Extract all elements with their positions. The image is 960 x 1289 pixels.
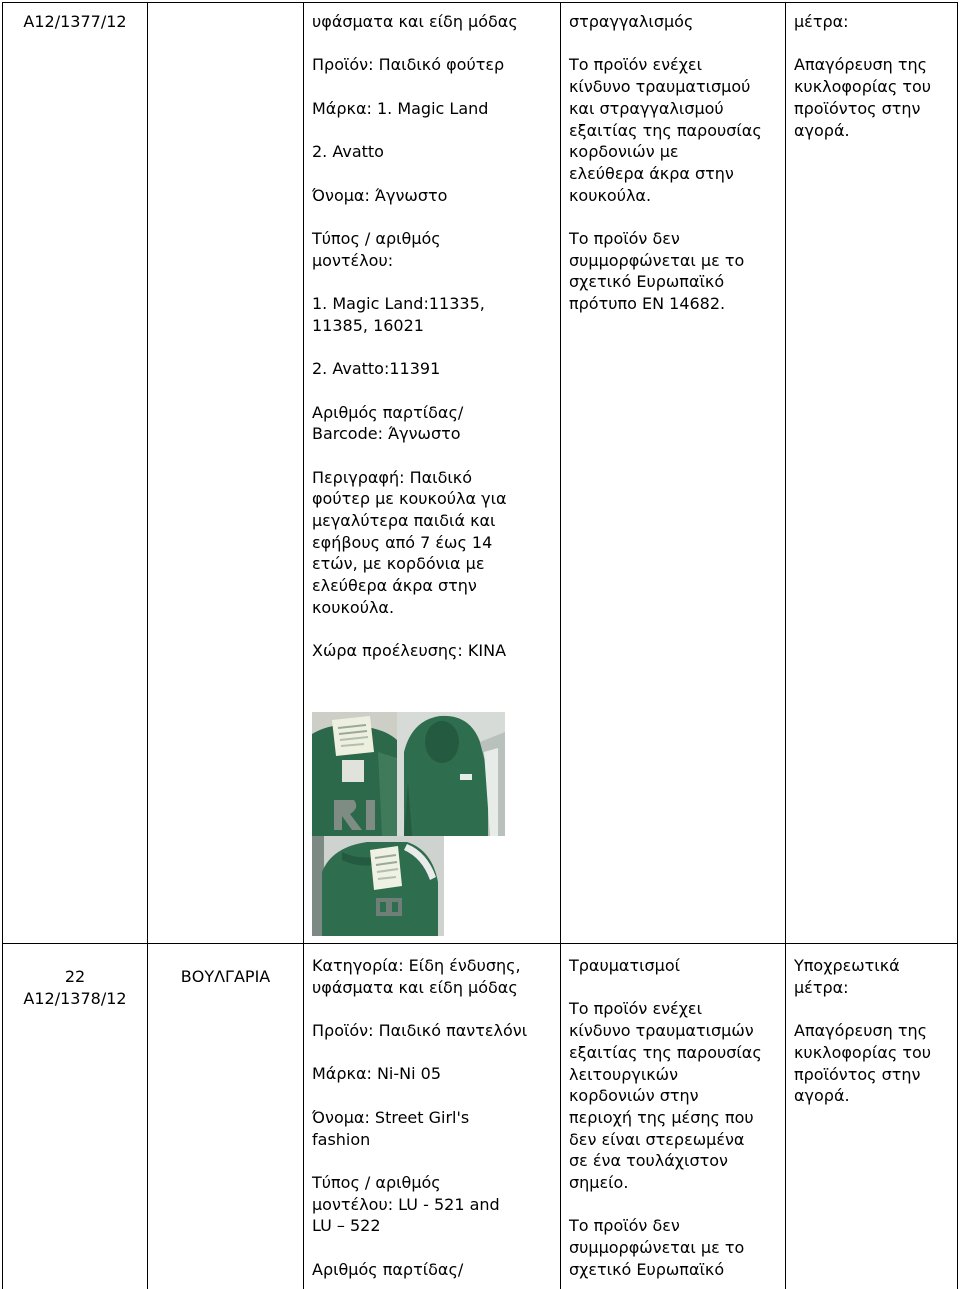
category-text: Κατηγορία: Είδη ένδυσης, υφάσματα και είδη μόδας xyxy=(312,956,521,997)
model-text: Τύπος / αριθμός μοντέλου: LU - 521 and LU – 522 xyxy=(312,1172,500,1236)
risk-type-text: Τραυματισμοί xyxy=(569,956,681,975)
product-type-text: Προϊόν: Παιδικό παντελόνι xyxy=(312,1021,528,1041)
product-cell xyxy=(304,944,561,1289)
country-cell xyxy=(148,3,304,944)
risk-type-text: στραγγαλισμός xyxy=(569,12,694,31)
description-text: Περιγραφή: Παιδικό φούτερ με κουκούλα για μεγαλύτερα παιδιά και εφήβους από 7 έως 14 ετών, με κορδόνια με ελεύθερα άκρα στην κουκούλα. xyxy=(312,467,507,617)
reference-cell xyxy=(3,944,148,1289)
risk-description-text: Το προϊόν ενέχει κίνδυνο τραυματισμού και στραγγαλισμού εξαιτίας της παρουσίας κορδονιών με ελεύθερα άκρα στην κουκούλα. xyxy=(569,55,762,205)
model-numbers-text-2: 2. Avatto:11391 xyxy=(312,359,441,379)
product-cell xyxy=(304,3,561,944)
name-text: Όνομα: Street Girl's fashion xyxy=(312,1107,470,1149)
product-photo xyxy=(312,712,505,936)
risk-cell xyxy=(561,944,786,1289)
model-numbers-text: 1. Magic Land:11335, 11385, 16021 xyxy=(312,294,485,335)
measures-cell xyxy=(786,3,958,944)
risk-description-text: Το προϊόν ενέχει κίνδυνο τραυματισμών εξαιτίας της παρουσίας λειτουργικών κορδονιών στην περιοχή της μέσης που δεν είναι στερεωμένα σε ένα τουλάχιστον σημείο. xyxy=(569,999,762,1193)
risk-cell xyxy=(561,3,786,944)
product-type-text: Προϊόν: Παιδικό φούτερ xyxy=(312,55,505,75)
reference-code: A12/1378/12 xyxy=(23,988,127,1008)
origin-country-text: Χώρα προέλευσης: ΚΙΝΑ xyxy=(312,641,507,661)
measures-cell xyxy=(786,944,958,1289)
country-text: ΒΟΥΛΓΑΡΙΑ xyxy=(180,967,271,986)
compliance-text: Το προϊόν δεν συμμορφώνεται με το σχετικό Ευρωπαϊκό πρότυπο EN 14682. xyxy=(569,229,745,314)
brand-text: Μάρκα: Ni-Ni 05 xyxy=(312,1064,442,1084)
model-label: Τύπος / αριθμός μοντέλου: xyxy=(312,228,441,270)
reference-code: A12/1377/12 xyxy=(23,12,127,31)
brand-text: Μάρκα: 1. Magic Land xyxy=(312,98,489,118)
category-text: υφάσματα και είδη μόδας xyxy=(312,12,518,31)
table-row xyxy=(3,944,958,1289)
compliance-text: Το προϊόν δεν συμμορφώνεται με το σχετικό Ευρωπαϊκό xyxy=(569,1216,745,1279)
reference-cell xyxy=(3,3,148,944)
batch-barcode-text: Αριθμός παρτίδας/ Barcode: Άγνωστο xyxy=(312,402,464,444)
measures-label: μέτρα: xyxy=(794,12,849,31)
country-cell xyxy=(148,944,304,1289)
notification-table xyxy=(2,2,958,1289)
name-text: Όνομα: Άγνωστο xyxy=(312,185,448,205)
brand-text-2: 2. Avatto xyxy=(312,142,384,162)
row-number: 22 xyxy=(64,967,86,986)
table-row xyxy=(3,3,958,944)
measures-text: Απαγόρευση της κυκλοφορίας του προϊόντος στην αγορά. xyxy=(794,55,931,140)
measures-label: Υποχρεωτικά μέτρα: xyxy=(794,956,900,997)
batch-label: Αριθμός παρτίδας/ xyxy=(312,1259,464,1279)
measures-text: Απαγόρευση της κυκλοφορίας του προϊόντος στην αγορά. xyxy=(794,1021,931,1106)
